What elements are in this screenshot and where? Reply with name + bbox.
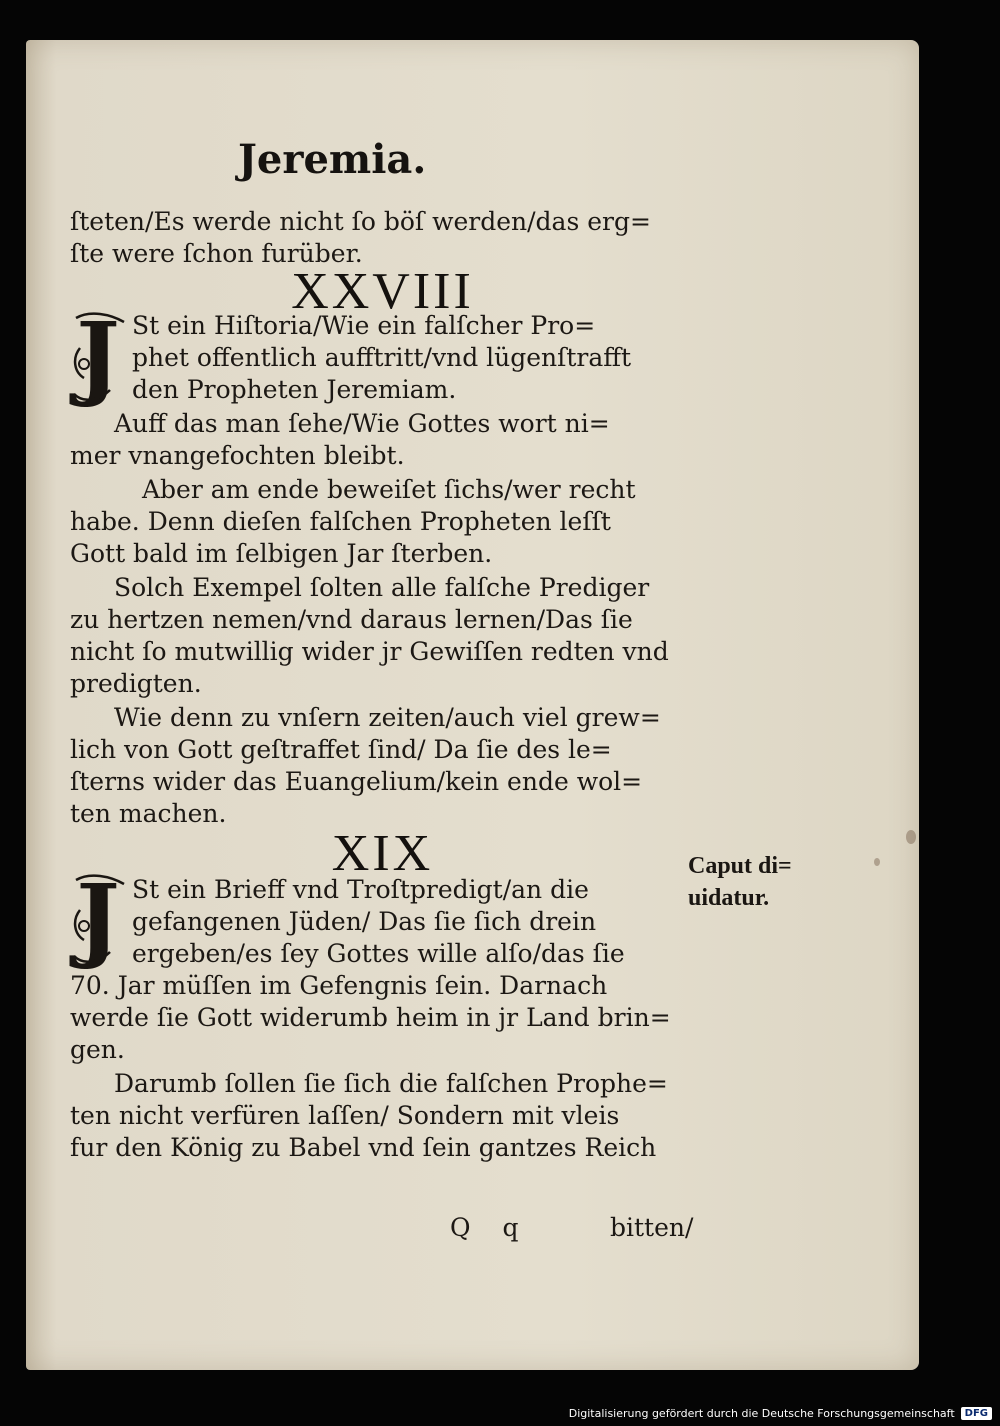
text-line: ergeben/es ſey Gottes wille alſo/das ſie <box>132 939 625 968</box>
text-line: Aber am ende beweiſet ſichs/wer recht <box>142 475 636 504</box>
initial-flourish-icon <box>70 302 130 410</box>
text-line: St ein Brieff vnd Troſtpredigt/an die <box>132 875 589 904</box>
text-line: ſterns wider das Euangelium/kein ende wol= <box>70 767 643 796</box>
text-line: den Propheten Jeremiam. <box>132 375 457 404</box>
text-line: phet offentlich aufftritt/vnd lügenſtrafft <box>132 343 632 372</box>
text-line: mer vnangefochten bleibt. <box>70 441 405 470</box>
text-line: ten nicht verfüren laſſen/ Sondern mit vleis <box>70 1101 620 1130</box>
running-head: Jeremia. <box>238 136 427 183</box>
dfg-logo: DFG <box>961 1407 992 1420</box>
credit-text: Digitalisierung gefördert durch die Deutsche Forschungsgemeinschaft <box>568 1407 955 1420</box>
text-line: predigten. <box>70 669 202 698</box>
text-line: Auff das man ſehe/Wie Gottes wort ni= <box>114 409 610 438</box>
text-line: Wie denn zu vnſern zeiten/auch viel grew= <box>114 703 661 732</box>
text-line: 70. Jar müſſen im Gefengnis ſein. Darnach <box>70 971 608 1000</box>
text-line: gen. <box>70 1035 125 1064</box>
text-line: habe. Denn dieſen falſchen Propheten leſſt <box>70 507 611 536</box>
stain-mark <box>874 858 880 866</box>
text-line: ſte were ſchon furüber. <box>70 239 363 268</box>
book-page <box>26 40 919 1370</box>
text-line: Gott bald im ſelbigen Jar ſterben. <box>70 539 493 568</box>
marginal-note <box>688 850 828 914</box>
decorated-initial-29: J <box>76 864 120 972</box>
signature-mark: Q q <box>450 1213 531 1242</box>
digitization-credit <box>569 1407 992 1420</box>
text-line: Darumb ſollen ſie ſich die falſchen Prophe= <box>114 1069 668 1098</box>
stain-mark <box>906 830 916 844</box>
chapter-number-29: XIX <box>331 825 434 882</box>
text-line: zu hertzen nemen/vnd daraus lernen/Das ſie <box>70 605 633 634</box>
text-line: lich von Gott geſtraffet ſind/ Da ſie des le= <box>70 735 612 764</box>
chapter-number-28: XXVIII <box>291 263 474 320</box>
marginal-note-line: uidatur. <box>688 885 770 911</box>
text-line: St ein Hiſtoria/Wie ein falſcher Pro= <box>132 311 596 340</box>
text-line: fur den König zu Babel vnd ſein gantzes Reich <box>70 1133 657 1162</box>
text-line: ſteten/Es werde nicht ſo böſ werden/das erg= <box>70 207 651 236</box>
catchword: bitten/ <box>610 1213 694 1242</box>
text-line: werde ſie Gott widerumb heim in jr Land brin= <box>70 1003 671 1032</box>
initial-flourish-icon <box>70 864 130 972</box>
text-line: gefangenen Jüden/ Das ſie ſich drein <box>132 907 597 936</box>
decorated-initial-28: J <box>76 302 120 410</box>
marginal-note-line: Caput di= <box>688 853 792 879</box>
text-line: nicht ſo mutwillig wider jr Gewiſſen redten vnd <box>70 637 669 666</box>
text-line: Solch Exempel ſolten alle falſche Prediger <box>114 573 650 602</box>
text-line: ten machen. <box>70 799 227 828</box>
